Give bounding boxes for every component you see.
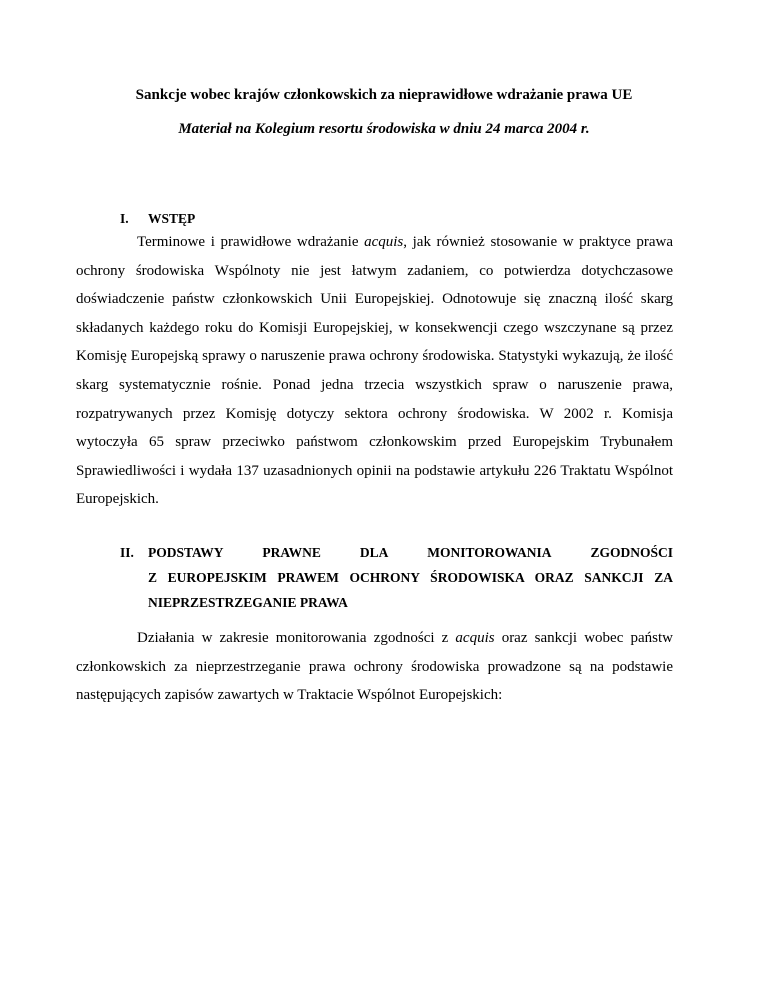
section-1-term-acquis: acquis	[364, 234, 404, 250]
section-2-term-acquis: acquis	[455, 630, 495, 646]
section-2-heading-word: DLA	[359, 545, 389, 560]
section-2-heading-line-2: Z EUROPEJSKIM PRAWEM OCHRONY ŚRODOWISKA ORAZ SANKCJI ZA	[148, 570, 673, 585]
section-1-number: I.	[120, 211, 129, 226]
document-subtitle: Materiał na Kolegium resortu środowiska w dniu 24 marca 2004 r.	[178, 121, 590, 137]
section-1-title: WSTĘP	[148, 211, 196, 226]
section-1-text-rest: , jak również stosowanie w praktyce prawa ochrony środowiska Wspólnoty nie jest łatwym zadaniem, co potwierdza dotychczasowe doświadczenie państw członkowskich Unii Europejskiej. Odnotowuje się znaczną ilość skarg składanych każdego roku do Komisji Europejskiej, w konsekwencji czego wszczynane są przez Komisję Europejską sprawy o naruszenie prawa ochrony środowiska. Statystyki wykazują, że ilość skarg systematycznie rośnie. Ponad jedna trzecia wszystkich spraw o naruszenie prawa, rozpatrywanych przez Komisję dotyczy sektora ochrony środowiska. W 2002 r. Komisja wytoczyła 65 spraw przeciwko państwom członkowskim przed Europejskim Trybunałem Sprawiedliwości i wydała 137 uzasadnionych opinii na podstawie artykułu 226 Traktatu Wspólnot Europejskich.	[76, 234, 674, 508]
section-2-paragraph	[76, 624, 673, 710]
section-2-number: II.	[120, 545, 134, 560]
section-2-heading-line-3: NIEPRZESTRZEGANIE PRAWA	[148, 595, 348, 610]
section-1-heading	[120, 210, 195, 228]
section-2-heading-word: PRAWNE	[262, 545, 321, 560]
section-2-heading-word: PODSTAWY	[148, 545, 224, 560]
section-1-text-start: Terminowe i prawidłowe wdrażanie	[137, 234, 365, 250]
section-2-heading-word: MONITOROWANIA	[427, 545, 552, 560]
section-1-paragraph	[76, 228, 673, 514]
section-2-heading-line-1	[148, 540, 673, 565]
document-title: Sankcje wobec krajów członkowskich za nieprawidłowe wdrażanie prawa UE	[135, 87, 633, 103]
section-2-text-rest: oraz sankcji wobec państw członkowskich za nieprzestrzeganie prawa ochrony środowiska prowadzone są na podstawie następujących zapisów zawartych w Traktacie Wspólnot Europejskich:	[76, 630, 673, 704]
section-2-text-start: Działania w zakresie monitorowania zgodności z	[137, 630, 456, 646]
section-2-heading-word: ZGODNOŚCI	[590, 545, 673, 560]
